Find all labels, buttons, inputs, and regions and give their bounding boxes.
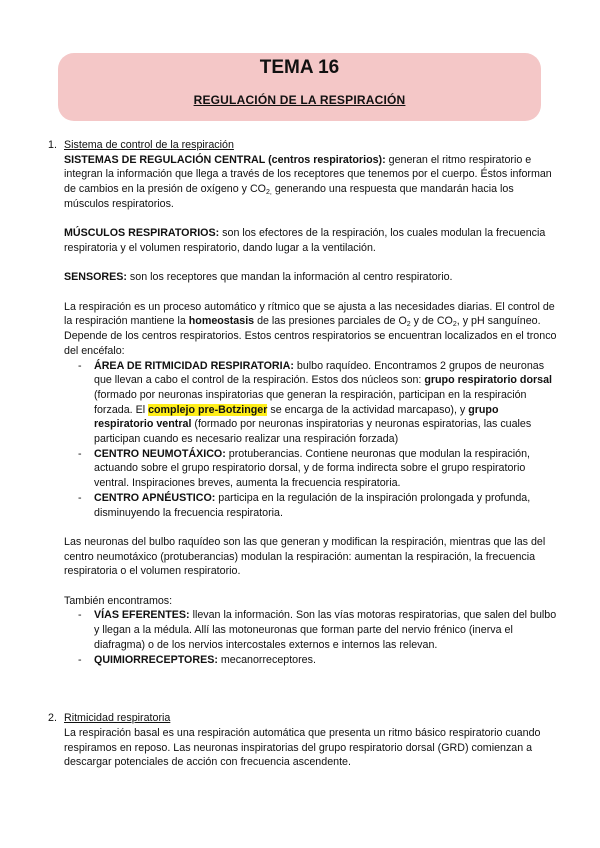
highlighted-term: complejo pre-Botzinger xyxy=(148,403,268,416)
bulbo-paragraph: Las neuronas del bulbo raquídeo son las que generan y modifican la respiración, mientras que las del centro neumotáxico (protuberancias) modulan la respiración: aumentan la respiración, la frecuencia respiratoria o el volumen respiratorio. xyxy=(64,535,546,578)
sensores-paragraph: SENSORES: son los receptores que mandan la información al centro respiratorio. xyxy=(64,271,453,284)
list-item: - CENTRO APNÉUSTICO: participa en la regulación de la inspiración prolongada y profunda, disminuyendo la frecuencia respiratoria. xyxy=(78,491,531,519)
document-body xyxy=(40,138,560,770)
musculos-heading: MÚSCULOS RESPIRATORIOS: xyxy=(64,227,220,240)
section-1-heading xyxy=(40,138,560,153)
section-2-number: 2. xyxy=(48,712,57,725)
list-item: - QUIMIORRECEPTORES: mecanorreceptores. xyxy=(78,653,316,666)
ritmicidad-paragraph: La respiración basal es una respiración automática que presenta un ritmo básico respiratorio cuando respiramos en reposo. Las neuronas inspiratorias del grupo respiratorio dorsal (GRD) comienzan a descargar potenciales de acción con frecuencia ascendente. xyxy=(64,727,541,769)
respiracion-paragraph: La respiración es un proceso automático y rítmico que se ajusta a las necesidades diarias. El control de la respiración mantiene la homeostasis de las presiones parciales de $O_2$ y de $CO_2$, y pH sanguíneo. Depende de los centros respiratorios. Estos centros respiratorios se encuentran localizados en el tronco del encéfalo: xyxy=(64,300,557,357)
section-1-title: Sistema de control de la respiración xyxy=(64,139,234,151)
homeostasis-term: homeostasis xyxy=(188,315,255,328)
musculos-paragraph: MÚSCULOS RESPIRATORIOS: son los efectores de la respiración, los cuales modulan la frecuencia respiratoria y el volumen respiratorio, dando lugar a la ventilación. xyxy=(64,227,546,254)
section-2-title: Ritmicidad respiratoria xyxy=(64,712,171,725)
list-item: - VÍAS EFERENTES: llevan la información. Son las vías motoras respiratorias, que salen del bulbo y llegan a la médula. Allí las motoneuronas que forman parte del nervio frénico (inerva el diafragma) o de los nervios intercostales externos e internos las relevan. xyxy=(78,609,557,651)
tambien-paragraph: También encontramos: xyxy=(64,594,173,607)
central-heading: SISTEMAS DE REGULACIÓN CENTRAL (centros respiratorios): xyxy=(64,153,386,166)
otros-list xyxy=(40,608,560,667)
list-item: - CENTRO NEUMOTÁXICO: protuberancias. Contiene neuronas que modulan la respiración, actuando sobre el grupo respiratorio dorsal, y de forma indirecta sobre el grupo respiratorio ventral. Inspiraciones breves, aumenta la frecuencia respiratoria. xyxy=(78,447,531,490)
title-box xyxy=(58,53,541,121)
section-1-number: 1. xyxy=(48,139,57,151)
list-item: - ÁREA DE RITMICIDAD RESPIRATORIA: bulbo raquídeo. Encontramos 2 grupos de neuronas que llevan a cabo el control de la respiración. Estos dos núcleos son: grupo respiratorio dorsal (formado por neuronas inspiratorias que generan la respiración, participan en la respiración forzada. El complejo pre-Botzinger se encarga de la actividad marcapaso), y grupo respiratorio ventral (formado por neuronas inspiratorias y neuronas espiratorias, las cuales participan cuando es necesario realizar una respiración forzada) xyxy=(78,359,553,446)
sensores-heading: SENSORES: xyxy=(64,271,127,284)
central-paragraph: SISTEMAS DE REGULACIÓN CENTRAL (centros respiratorios): generan el ritmo respiratorio e integran la información que llega a través de los receptores que tenemos por el cuerpo. Éstos informan de cambios en la presión de oxígeno y $CO_{2,}$ generando una respuesta que mandarán hacia los músculos respiratorios. xyxy=(64,153,552,210)
page-title: TEMA 16 xyxy=(259,57,340,78)
page-subtitle: REGULACIÓN DE LA RESPIRACIÓN xyxy=(193,93,406,107)
section-2-heading xyxy=(40,711,560,726)
centros-list xyxy=(40,359,560,521)
